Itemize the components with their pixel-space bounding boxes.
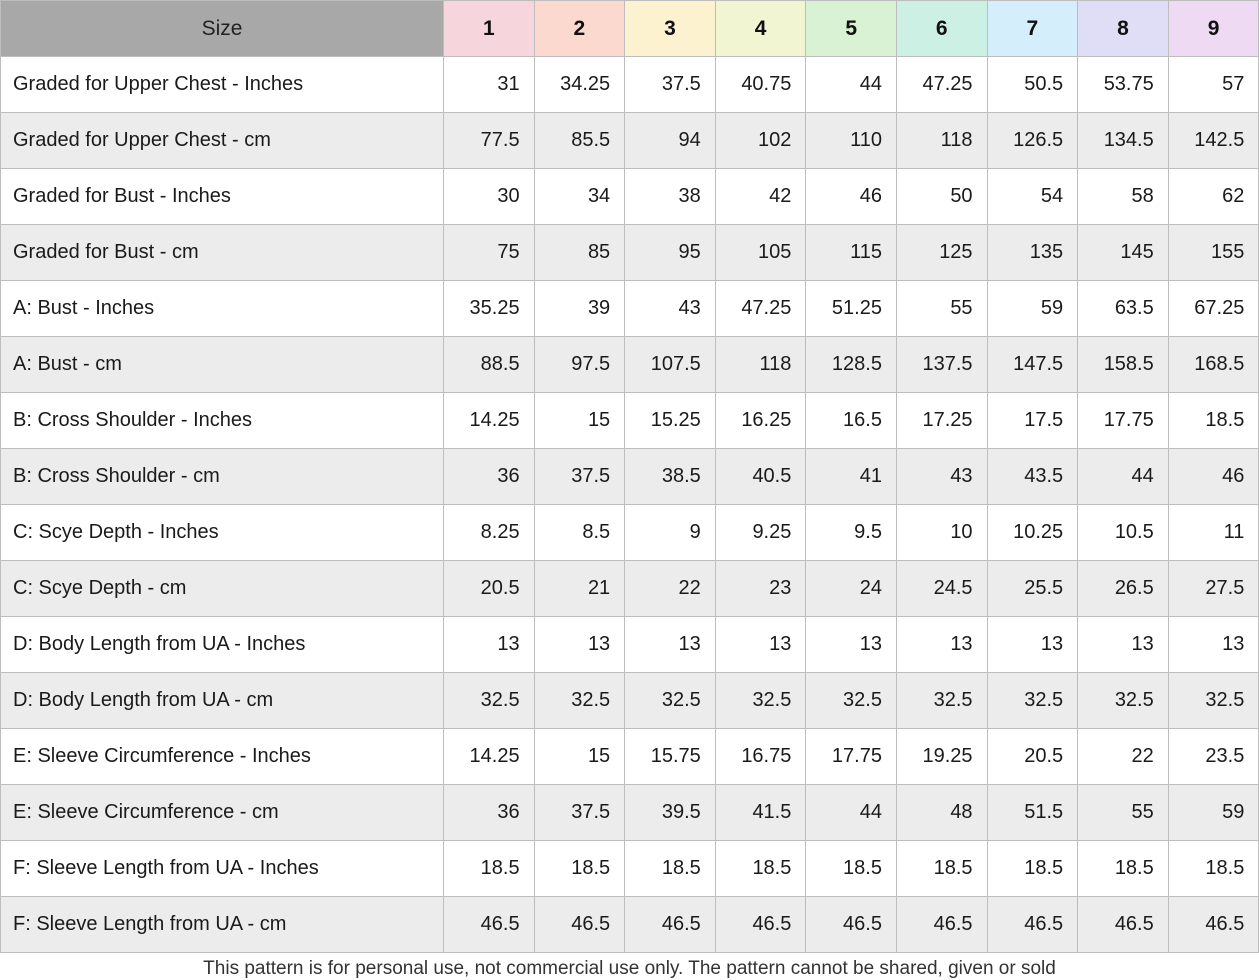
cell-value: 13	[1168, 617, 1259, 673]
cell-value: 37.5	[534, 449, 625, 505]
cell-value: 18.5	[987, 841, 1078, 897]
cell-value: 13	[896, 617, 987, 673]
cell-value: 42	[715, 169, 806, 225]
cell-value: 137.5	[896, 337, 987, 393]
cell-value: 18.5	[625, 841, 716, 897]
cell-value: 46.5	[715, 897, 806, 953]
cell-value: 85	[534, 225, 625, 281]
footnote-text: This pattern is for personal use, not commercial use only. The pattern cannot be shared, given or sold	[203, 958, 1056, 979]
cell-value: 16.5	[806, 393, 897, 449]
cell-value: 25.5	[987, 561, 1078, 617]
cell-value: 43	[896, 449, 987, 505]
cell-value: 15	[534, 393, 625, 449]
cell-value: 63.5	[1078, 281, 1169, 337]
cell-value: 44	[806, 785, 897, 841]
cell-value: 94	[625, 113, 716, 169]
table-header	[1, 1, 1259, 57]
cell-value: 142.5	[1168, 113, 1259, 169]
table-row	[1, 169, 1259, 225]
cell-value: 128.5	[806, 337, 897, 393]
cell-value: 18.5	[806, 841, 897, 897]
cell-value: 44	[806, 57, 897, 113]
header-size-1: 1	[444, 1, 535, 57]
cell-value: 110	[806, 113, 897, 169]
table-row	[1, 617, 1259, 673]
table-row	[1, 337, 1259, 393]
cell-value: 35.25	[444, 281, 535, 337]
cell-value: 30	[444, 169, 535, 225]
cell-value: 34	[534, 169, 625, 225]
cell-value: 118	[715, 337, 806, 393]
cell-value: 147.5	[987, 337, 1078, 393]
cell-value: 134.5	[1078, 113, 1169, 169]
cell-value: 37.5	[625, 57, 716, 113]
cell-value: 32.5	[806, 673, 897, 729]
header-size-4: 4	[715, 1, 806, 57]
cell-value: 18.5	[715, 841, 806, 897]
row-label: A: Bust - Inches	[1, 281, 444, 337]
cell-value: 38.5	[625, 449, 716, 505]
cell-value: 32.5	[534, 673, 625, 729]
cell-value: 20.5	[987, 729, 1078, 785]
cell-value: 126.5	[987, 113, 1078, 169]
cell-value: 18.5	[896, 841, 987, 897]
cell-value: 13	[1078, 617, 1169, 673]
cell-value: 46	[1168, 449, 1259, 505]
cell-value: 22	[1078, 729, 1169, 785]
cell-value: 8.5	[534, 505, 625, 561]
cell-value: 40.75	[715, 57, 806, 113]
table-row	[1, 113, 1259, 169]
row-label: C: Scye Depth - cm	[1, 561, 444, 617]
cell-value: 13	[715, 617, 806, 673]
cell-value: 18.5	[1168, 393, 1259, 449]
cell-value: 55	[1078, 785, 1169, 841]
row-label: B: Cross Shoulder - cm	[1, 449, 444, 505]
cell-value: 51.5	[987, 785, 1078, 841]
cell-value: 17.5	[987, 393, 1078, 449]
row-label: Graded for Bust - Inches	[1, 169, 444, 225]
cell-value: 51.25	[806, 281, 897, 337]
cell-value: 44	[1078, 449, 1169, 505]
cell-value: 50	[896, 169, 987, 225]
cell-value: 16.75	[715, 729, 806, 785]
cell-value: 32.5	[625, 673, 716, 729]
cell-value: 17.75	[1078, 393, 1169, 449]
cell-value: 59	[1168, 785, 1259, 841]
cell-value: 88.5	[444, 337, 535, 393]
header-size-8: 8	[1078, 1, 1169, 57]
cell-value: 85.5	[534, 113, 625, 169]
cell-value: 53.75	[1078, 57, 1169, 113]
header-size-label: Size	[1, 1, 444, 57]
table-row	[1, 897, 1259, 953]
cell-value: 10	[896, 505, 987, 561]
cell-value: 43	[625, 281, 716, 337]
cell-value: 62	[1168, 169, 1259, 225]
cell-value: 55	[896, 281, 987, 337]
cell-value: 58	[1078, 169, 1169, 225]
cell-value: 115	[806, 225, 897, 281]
row-label: D: Body Length from UA - cm	[1, 673, 444, 729]
row-label: E: Sleeve Circumference - cm	[1, 785, 444, 841]
cell-value: 46.5	[625, 897, 716, 953]
cell-value: 67.25	[1168, 281, 1259, 337]
cell-value: 19.25	[896, 729, 987, 785]
cell-value: 102	[715, 113, 806, 169]
cell-value: 54	[987, 169, 1078, 225]
cell-value: 135	[987, 225, 1078, 281]
table-row	[1, 561, 1259, 617]
cell-value: 107.5	[625, 337, 716, 393]
cell-value: 23	[715, 561, 806, 617]
table-row	[1, 785, 1259, 841]
cell-value: 18.5	[444, 841, 535, 897]
cell-value: 11	[1168, 505, 1259, 561]
header-size-6: 6	[896, 1, 987, 57]
cell-value: 118	[896, 113, 987, 169]
row-label: C: Scye Depth - Inches	[1, 505, 444, 561]
row-label: Graded for Bust - cm	[1, 225, 444, 281]
table-row	[1, 729, 1259, 785]
row-label: Graded for Upper Chest - Inches	[1, 57, 444, 113]
cell-value: 158.5	[1078, 337, 1169, 393]
cell-value: 9.5	[806, 505, 897, 561]
cell-value: 13	[987, 617, 1078, 673]
table-row	[1, 449, 1259, 505]
row-label: Graded for Upper Chest - cm	[1, 113, 444, 169]
header-size-3: 3	[625, 1, 716, 57]
cell-value: 24	[806, 561, 897, 617]
cell-value: 40.5	[715, 449, 806, 505]
cell-value: 37.5	[534, 785, 625, 841]
cell-value: 97.5	[534, 337, 625, 393]
cell-value: 59	[987, 281, 1078, 337]
cell-value: 18.5	[1078, 841, 1169, 897]
cell-value: 21	[534, 561, 625, 617]
table-row	[1, 841, 1259, 897]
cell-value: 43.5	[987, 449, 1078, 505]
cell-value: 75	[444, 225, 535, 281]
cell-value: 31	[444, 57, 535, 113]
cell-value: 15.25	[625, 393, 716, 449]
cell-value: 23.5	[1168, 729, 1259, 785]
row-label: A: Bust - cm	[1, 337, 444, 393]
cell-value: 46.5	[534, 897, 625, 953]
cell-value: 168.5	[1168, 337, 1259, 393]
header-size-7: 7	[987, 1, 1078, 57]
cell-value: 46.5	[806, 897, 897, 953]
cell-value: 32.5	[715, 673, 806, 729]
cell-value: 14.25	[444, 729, 535, 785]
cell-value: 8.25	[444, 505, 535, 561]
cell-value: 36	[444, 785, 535, 841]
cell-value: 13	[444, 617, 535, 673]
header-row	[1, 1, 1259, 57]
cell-value: 50.5	[987, 57, 1078, 113]
cell-value: 105	[715, 225, 806, 281]
cell-value: 13	[534, 617, 625, 673]
cell-value: 15.75	[625, 729, 716, 785]
cell-value: 32.5	[896, 673, 987, 729]
cell-value: 32.5	[1078, 673, 1169, 729]
table-body	[1, 57, 1259, 953]
cell-value: 46.5	[896, 897, 987, 953]
cell-value: 18.5	[1168, 841, 1259, 897]
table-row	[1, 393, 1259, 449]
cell-value: 24.5	[896, 561, 987, 617]
cell-value: 155	[1168, 225, 1259, 281]
cell-value: 41.5	[715, 785, 806, 841]
cell-value: 32.5	[1168, 673, 1259, 729]
row-label: F: Sleeve Length from UA - cm	[1, 897, 444, 953]
cell-value: 145	[1078, 225, 1169, 281]
cell-value: 39.5	[625, 785, 716, 841]
cell-value: 46.5	[1168, 897, 1259, 953]
table-row	[1, 225, 1259, 281]
cell-value: 27.5	[1168, 561, 1259, 617]
cell-value: 20.5	[444, 561, 535, 617]
cell-value: 41	[806, 449, 897, 505]
cell-value: 46	[806, 169, 897, 225]
cell-value: 77.5	[444, 113, 535, 169]
row-label: F: Sleeve Length from UA - Inches	[1, 841, 444, 897]
cell-value: 17.75	[806, 729, 897, 785]
cell-value: 38	[625, 169, 716, 225]
cell-value: 18.5	[534, 841, 625, 897]
cell-value: 32.5	[444, 673, 535, 729]
cell-value: 48	[896, 785, 987, 841]
cell-value: 32.5	[987, 673, 1078, 729]
row-label: E: Sleeve Circumference - Inches	[1, 729, 444, 785]
cell-value: 26.5	[1078, 561, 1169, 617]
cell-value: 36	[444, 449, 535, 505]
cell-value: 9	[625, 505, 716, 561]
row-label: B: Cross Shoulder - Inches	[1, 393, 444, 449]
table-row	[1, 57, 1259, 113]
cell-value: 9.25	[715, 505, 806, 561]
cell-value: 13	[625, 617, 716, 673]
table-row	[1, 505, 1259, 561]
row-label: D: Body Length from UA - Inches	[1, 617, 444, 673]
cell-value: 17.25	[896, 393, 987, 449]
cell-value: 22	[625, 561, 716, 617]
cell-value: 10.25	[987, 505, 1078, 561]
cell-value: 57	[1168, 57, 1259, 113]
cell-value: 34.25	[534, 57, 625, 113]
cell-value: 47.25	[715, 281, 806, 337]
cell-value: 46.5	[987, 897, 1078, 953]
cell-value: 14.25	[444, 393, 535, 449]
cell-value: 39	[534, 281, 625, 337]
cell-value: 10.5	[1078, 505, 1169, 561]
cell-value: 125	[896, 225, 987, 281]
cell-value: 13	[806, 617, 897, 673]
table-row	[1, 673, 1259, 729]
cell-value: 47.25	[896, 57, 987, 113]
cell-value: 15	[534, 729, 625, 785]
table-row	[1, 281, 1259, 337]
header-size-9: 9	[1168, 1, 1259, 57]
cell-value: 16.25	[715, 393, 806, 449]
cell-value: 95	[625, 225, 716, 281]
cell-value: 46.5	[444, 897, 535, 953]
header-size-5: 5	[806, 1, 897, 57]
cell-value: 46.5	[1078, 897, 1169, 953]
header-size-2: 2	[534, 1, 625, 57]
